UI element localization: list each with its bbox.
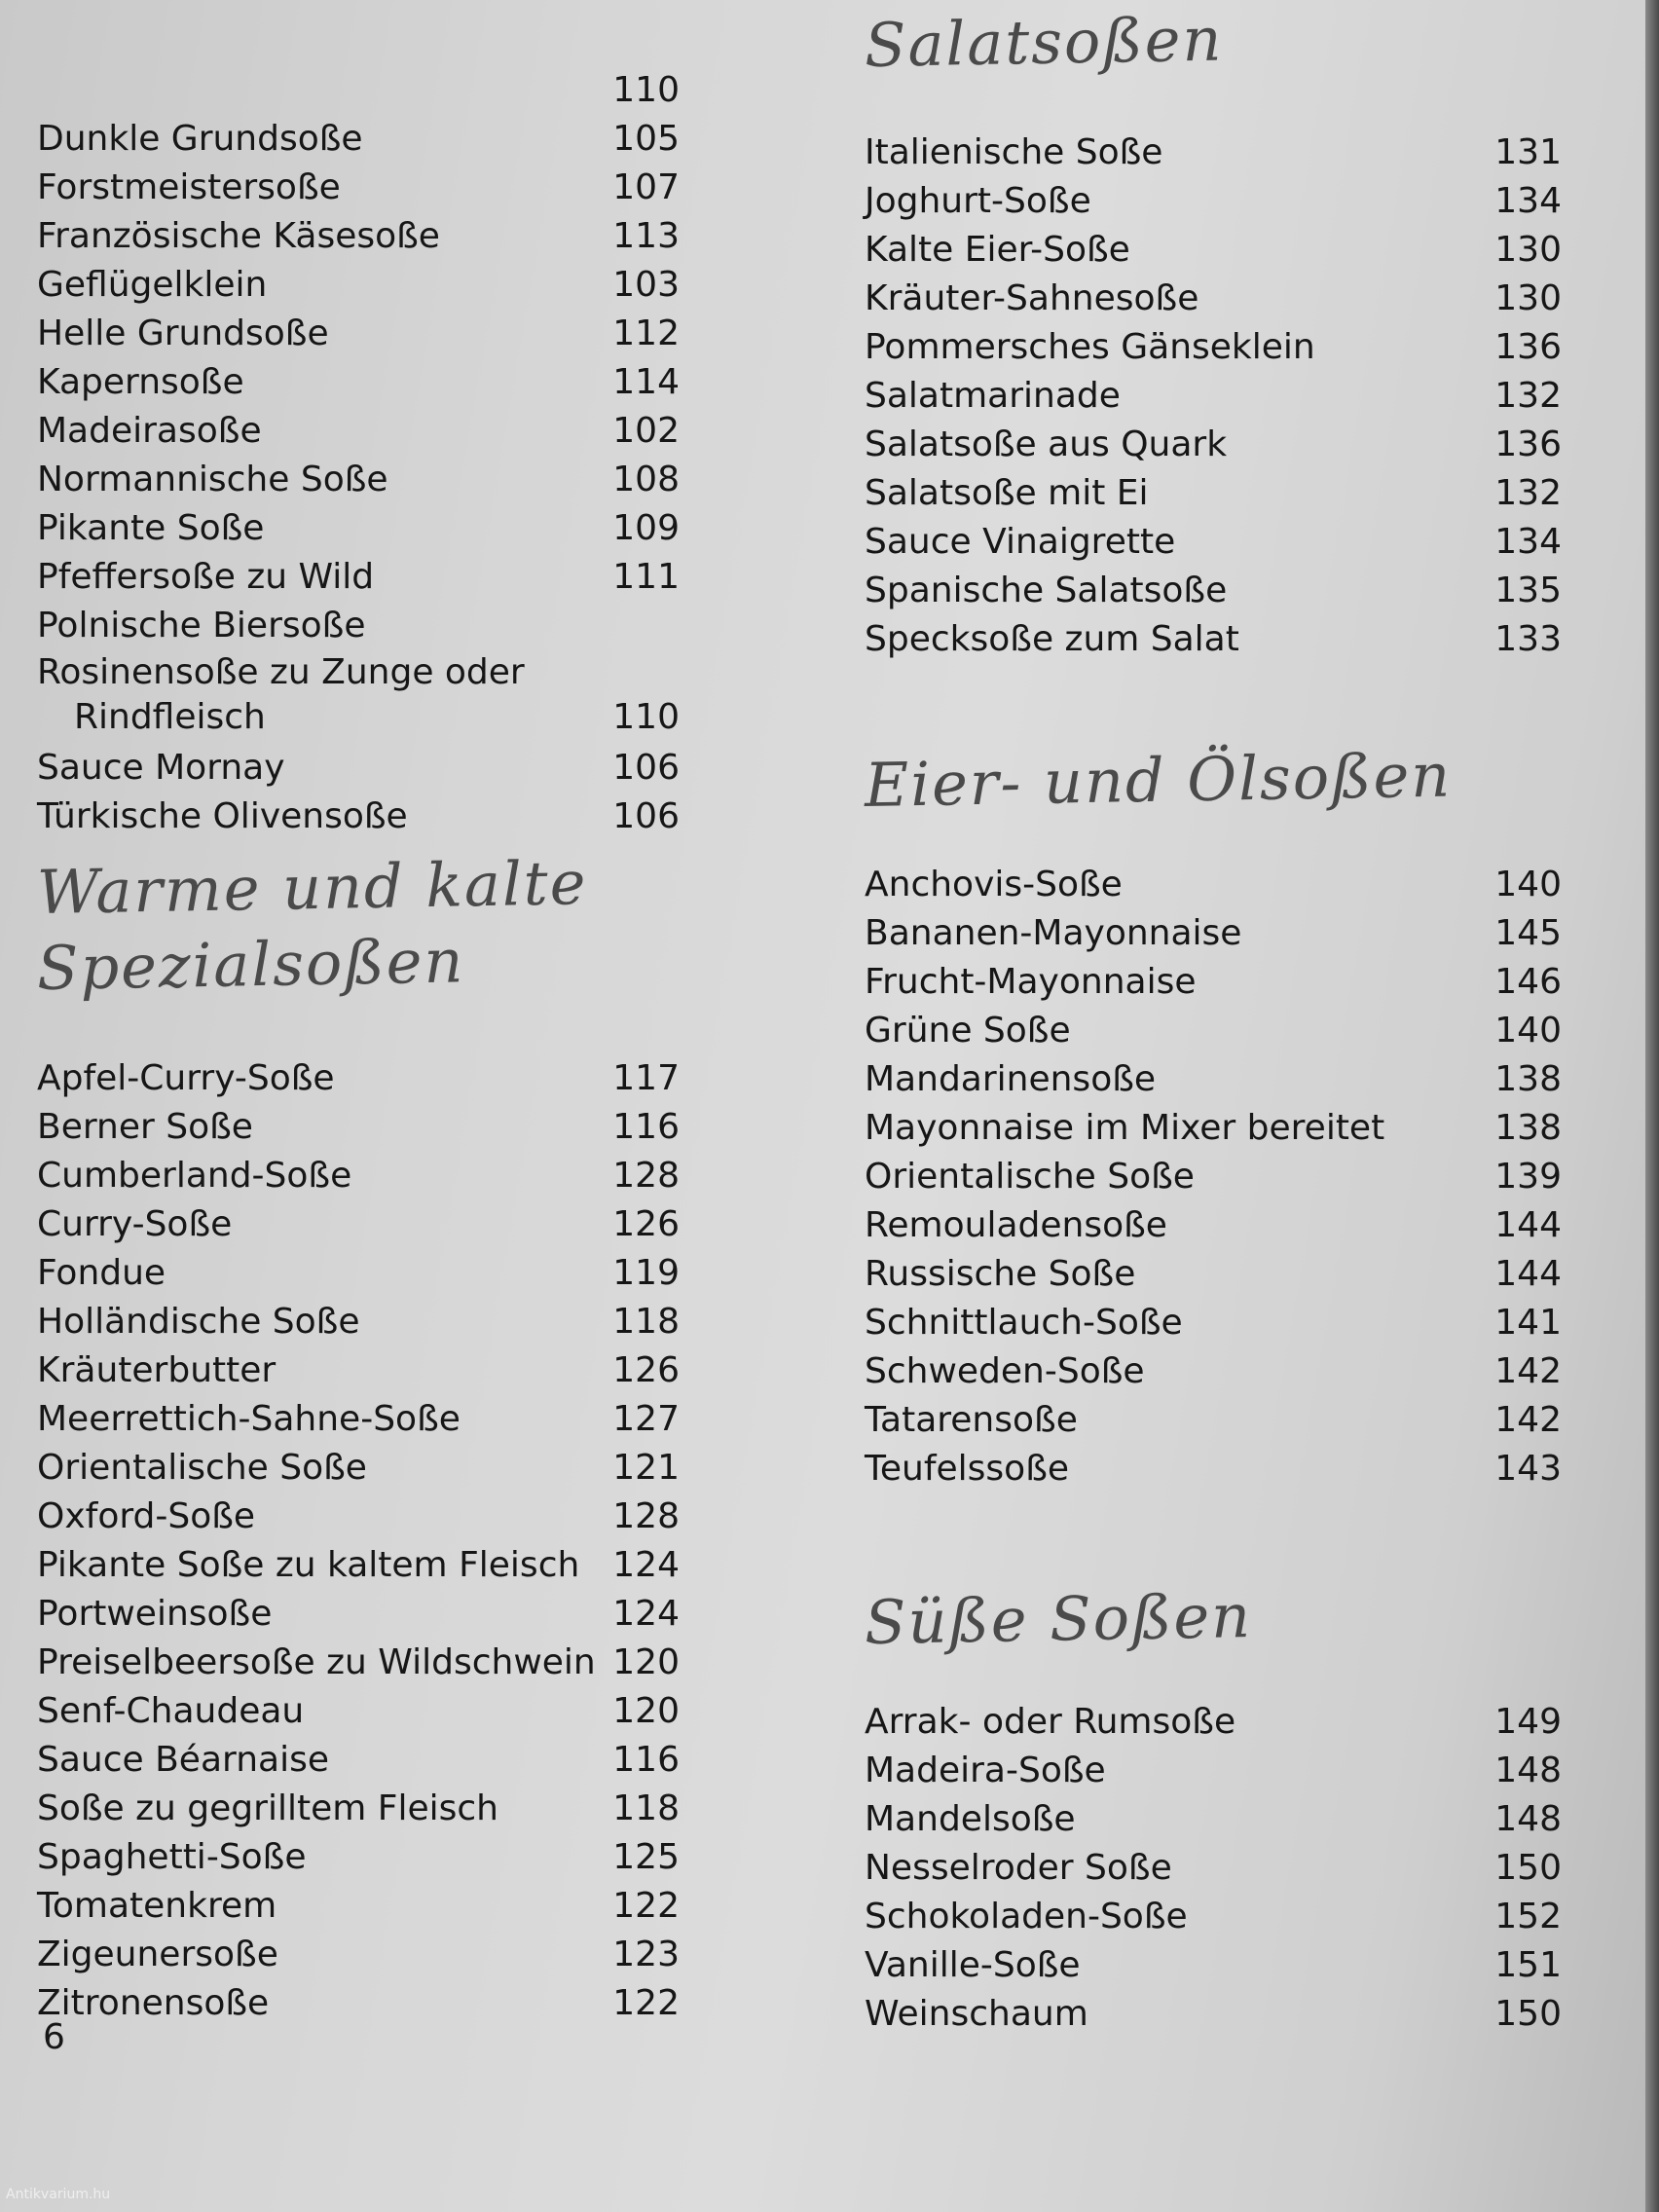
entry-title [865, 1893, 1188, 1941]
entry-title [37, 1395, 461, 1444]
page-ref: 140 [1494, 865, 1562, 905]
index-entry [37, 1152, 680, 1200]
entry-title-text: Schnittlauch-Soße [865, 1303, 1183, 1344]
page-ref: 130 [1494, 230, 1562, 271]
page-ref: 139 [1494, 1157, 1562, 1198]
entry-title [37, 1103, 253, 1152]
entry-title-text: Vanille-Soße [865, 1945, 1081, 1986]
entry-title [865, 1347, 1145, 1396]
entry-title-text: Tomatenkrem [37, 1885, 277, 1926]
entry-title [865, 861, 1123, 909]
index-entry [37, 553, 680, 602]
entry-title [37, 553, 374, 602]
index-entry [37, 1493, 680, 1541]
entry-title-text: Sauce Mornay [37, 748, 285, 788]
index-entry [865, 1698, 1562, 1747]
entry-title-text: Holländische Soße [37, 1301, 360, 1342]
entry-title [37, 602, 365, 650]
entry-title-text: Sauce Béarnaise [37, 1739, 329, 1780]
page-ref: 126 [612, 1203, 680, 1244]
entry-title-text: Dunkle Grundsoße [37, 119, 363, 159]
index-entry [37, 1833, 680, 1882]
index-entry [865, 1795, 1562, 1844]
entry-title [37, 358, 244, 407]
page-ref: 143 [1494, 1449, 1562, 1490]
page-ref: 124 [612, 1544, 680, 1585]
entry-title-text: Sauce Vinaigrette [865, 522, 1176, 563]
page-ref: 150 [1494, 1994, 1562, 2035]
page-ref: 130 [1494, 278, 1562, 319]
entry-title [37, 1736, 329, 1785]
entry-title-text: Remouladensoße [865, 1205, 1167, 1246]
entry-title [865, 421, 1227, 469]
index-entry [37, 456, 680, 504]
entry-title-text: Frucht-Mayonnaise [865, 962, 1197, 1003]
index-entry [37, 1541, 680, 1590]
page-ref: 122 [612, 1885, 680, 1926]
entry-title-text: Bananen-Mayonnaise [865, 913, 1242, 954]
entry-title [865, 1104, 1384, 1153]
page-ref: 111 [612, 557, 680, 597]
entry-title [37, 407, 262, 456]
index-entry [865, 1104, 1562, 1153]
page-ref: 136 [1494, 327, 1562, 368]
page-ref: 118 [612, 1301, 680, 1342]
page-ref: 113 [612, 216, 680, 256]
entry-title [37, 1493, 255, 1541]
page-ref: 121 [612, 1447, 680, 1488]
page-ref: 149 [1494, 1702, 1562, 1743]
entry-title [37, 1785, 498, 1833]
entry-title [37, 1152, 351, 1200]
entry-title [865, 129, 1162, 177]
page-ref: 142 [1494, 1400, 1562, 1441]
index-entry [37, 1882, 680, 1931]
entry-title [37, 1882, 276, 1931]
orphan-page-entry [37, 66, 680, 115]
page-ref: 151 [1494, 1945, 1562, 1986]
entry-title [865, 1445, 1069, 1493]
entry-title-text: Orientalische Soße [37, 1447, 367, 1488]
page-ref: 124 [612, 1593, 680, 1634]
entry-title-text: Tatarensoße [865, 1400, 1078, 1441]
page-edge [1645, 0, 1659, 2212]
index-entry [37, 1444, 680, 1493]
index-entry [37, 1298, 680, 1346]
index-entry [37, 1687, 680, 1736]
page-number: 6 [43, 2017, 65, 2057]
page-ref: 134 [1494, 522, 1562, 563]
page-ref: 126 [612, 1349, 680, 1390]
entry-title [37, 1444, 367, 1493]
index-entry [865, 1201, 1562, 1250]
index-entry [865, 129, 1562, 177]
entry-title [37, 115, 363, 164]
entry-title-text: Pfeffersoße zu Wild [37, 557, 375, 597]
index-entry [865, 1250, 1562, 1299]
page-ref: 110 [612, 70, 680, 110]
entry-title [865, 1396, 1078, 1445]
entry-title [37, 456, 388, 504]
section-heading-line2: Spezialsoßen [36, 925, 465, 1005]
page-ref: 132 [1494, 376, 1562, 417]
entry-title-text: Türkische Olivensoße [37, 796, 408, 836]
section-heading: Eier- und Ölsoßen [864, 739, 1453, 821]
page-ref: 134 [1494, 181, 1562, 222]
entry-title-text: Preiselbeersoße zu Wildschwein [37, 1641, 596, 1682]
entry-title-text: Anchovis-Soße [865, 865, 1123, 905]
page-ref: 103 [612, 265, 680, 305]
page-ref: 145 [1494, 913, 1562, 954]
entry-title-text: Spaghetti-Soße [37, 1836, 307, 1877]
index-entry [37, 261, 680, 310]
entry-title [37, 1979, 269, 2028]
entry-title-text: Curry-Soße [37, 1203, 233, 1244]
entry-title-text: Madeirasoße [37, 411, 262, 451]
index-entry [37, 1103, 680, 1152]
entry-title [37, 1687, 304, 1736]
index-entry [865, 861, 1562, 909]
page-ref: 141 [1494, 1303, 1562, 1344]
index-entry [37, 1639, 680, 1687]
entry-title [37, 504, 264, 553]
watermark: Antikvarium.hu [6, 2187, 111, 2202]
index-entry [865, 1893, 1562, 1941]
entry-title-text: Forstmeistersoße [37, 167, 341, 207]
index-entry [865, 518, 1562, 567]
entry-title [865, 1299, 1183, 1347]
entry-list [865, 129, 1562, 664]
entry-title-text: Pommersches Gänseklein [865, 327, 1315, 368]
page-ref: 146 [1494, 962, 1562, 1003]
page-ref: 119 [612, 1252, 680, 1293]
entry-title-text: Italienische Soße [865, 132, 1163, 173]
page-ref: 128 [612, 1155, 680, 1196]
page-ref: 106 [612, 796, 680, 836]
page-ref: 127 [612, 1398, 680, 1439]
entry-title [865, 615, 1239, 664]
section-salad-sauces [864, 3, 1562, 664]
entry-title-text: Oxford-Soße [37, 1495, 256, 1536]
index-entry [37, 793, 680, 841]
entry-title [865, 469, 1149, 518]
section-heading: Süße Soßen [864, 1580, 1253, 1658]
page-ref: 140 [1494, 1011, 1562, 1051]
page-ref: 109 [612, 508, 680, 548]
entry-title [865, 909, 1241, 958]
page-ref: 117 [612, 1057, 680, 1098]
entry-title-text: Pikante Soße zu kaltem Fleisch [37, 1544, 580, 1585]
entry-title-text: Schweden-Soße [865, 1351, 1145, 1392]
entry-title-text: Französische Käsesoße [37, 216, 440, 256]
entry-title [37, 1054, 335, 1103]
page-ref: 132 [1494, 473, 1562, 514]
entry-title-continuation: Rindfleisch [74, 697, 266, 737]
entry-title [37, 1639, 596, 1687]
entry-title [37, 1346, 276, 1395]
index-entry [865, 372, 1562, 421]
entry-title-text: Nesselroder Soße [865, 1848, 1172, 1889]
entry-title [37, 1249, 166, 1298]
page-ref: 125 [612, 1836, 680, 1877]
page-ref: 120 [612, 1641, 680, 1682]
entry-title-text: Salatmarinade [865, 376, 1121, 417]
entry-title-text: Weinschaum [865, 1994, 1088, 2035]
entry-title-text: Orientalische Soße [865, 1157, 1195, 1198]
index-entry [37, 1054, 680, 1103]
entry-title [37, 744, 285, 793]
section-warm-sauces [37, 66, 680, 841]
entry-title-text: Russische Soße [865, 1254, 1136, 1295]
index-entry [865, 909, 1562, 958]
index-entry [865, 1990, 1562, 2039]
entry-title [865, 372, 1121, 421]
index-entry [37, 504, 680, 553]
page-ref: 128 [612, 1495, 680, 1536]
entry-title [865, 1844, 1172, 1893]
index-entry [37, 744, 680, 793]
entry-title-text: Helle Grundsoße [37, 313, 329, 353]
page-ref: 105 [612, 119, 680, 159]
page-ref: 133 [1494, 619, 1562, 660]
page-ref: 114 [612, 362, 680, 402]
section-special-sauces [36, 847, 680, 2028]
index-entry [37, 602, 680, 650]
section-heading: Warme und kalte [36, 847, 588, 928]
entry-title-text: Schokoladen-Soße [865, 1897, 1188, 1937]
entry-title-text: Rosinensoße zu Zunge oder [37, 652, 525, 692]
index-entry [865, 275, 1562, 323]
page-ref: 120 [612, 1690, 680, 1731]
page-ref: 148 [1494, 1751, 1562, 1791]
index-entry [37, 164, 680, 212]
entry-title [37, 1931, 278, 1979]
section-heading: Salatsoßen [864, 3, 1224, 81]
page-ref: 142 [1494, 1351, 1562, 1392]
index-entry [37, 407, 680, 456]
entry-list [865, 861, 1562, 1493]
index-entry [865, 226, 1562, 275]
index-entry [37, 1590, 680, 1639]
entry-title [865, 1990, 1088, 2039]
entry-title [865, 1250, 1135, 1299]
entry-title-text: Meerrettich-Sahne-Soße [37, 1398, 461, 1439]
index-entry [865, 1007, 1562, 1055]
entry-title [37, 164, 341, 212]
index-entry [865, 421, 1562, 469]
page-ref: 106 [612, 748, 680, 788]
index-entry [865, 1396, 1562, 1445]
index-entry [865, 1941, 1562, 1990]
entry-title [865, 177, 1091, 226]
index-entry [865, 1747, 1562, 1795]
page-ref: 118 [612, 1788, 680, 1828]
page-ref: 135 [1494, 571, 1562, 611]
entry-title [865, 1153, 1195, 1201]
entry-title [865, 1747, 1106, 1795]
entry-title-text: Portweinsoße [37, 1593, 273, 1634]
index-entry [37, 1785, 680, 1833]
entry-title-text: Joghurt-Soße [865, 181, 1091, 222]
entry-title [37, 650, 582, 740]
entry-title [37, 1590, 272, 1639]
entry-title [865, 226, 1130, 275]
entry-title-text: Teufelssoße [865, 1449, 1070, 1490]
index-entry [865, 1844, 1562, 1893]
entry-list [37, 1054, 680, 2028]
index-entry [865, 1299, 1562, 1347]
entry-title [865, 1795, 1076, 1844]
index-entry [37, 115, 680, 164]
index-entry [37, 1736, 680, 1785]
section-egg-oil-sauces [864, 739, 1562, 1493]
entry-title [865, 275, 1198, 323]
index-entry [37, 1395, 680, 1444]
page-ref: 116 [612, 1739, 680, 1780]
entry-title [865, 1201, 1167, 1250]
page-ref: 116 [612, 1106, 680, 1147]
index-entry [865, 1445, 1562, 1493]
entry-title [37, 1541, 579, 1590]
entry-title-text: Arrak- oder Rumsoße [865, 1702, 1236, 1743]
entry-title-text: Kalte Eier-Soße [865, 230, 1130, 271]
entry-title [865, 1055, 1156, 1104]
entry-title-text: Grüne Soße [865, 1011, 1071, 1051]
entry-title-text: Normannische Soße [37, 460, 388, 499]
index-entry [865, 1153, 1562, 1201]
entry-title [865, 1941, 1081, 1990]
entry-title-text: Polnische Biersoße [37, 606, 366, 645]
index-entry [865, 615, 1562, 664]
index-entry [37, 212, 680, 261]
entry-title-text: Salatsoße mit Ei [865, 473, 1149, 514]
entry-title-text: Zigeunersoße [37, 1934, 278, 1974]
page-ref: 144 [1494, 1205, 1562, 1246]
entry-title-text: Mandelsoße [865, 1799, 1076, 1840]
entry-title [865, 958, 1196, 1007]
entry-title-text: Geflügelklein [37, 265, 268, 305]
page-ref: 123 [612, 1934, 680, 1974]
page-ref: 138 [1494, 1108, 1562, 1149]
entry-list [865, 1698, 1562, 2039]
entry-title-text: Salatsoße aus Quark [865, 424, 1228, 465]
index-entry [37, 358, 680, 407]
page-ref: 112 [612, 313, 680, 353]
entry-title-text: Mandarinensoße [865, 1059, 1157, 1100]
index-entry [37, 1200, 680, 1249]
index-entry [865, 177, 1562, 226]
page-ref: 148 [1494, 1799, 1562, 1840]
entry-title [865, 323, 1315, 372]
entry-title-text: Zitronensoße [37, 1982, 270, 2023]
section-sweet-sauces [864, 1580, 1562, 2039]
page-ref: 138 [1494, 1059, 1562, 1100]
index-entry [37, 310, 680, 358]
entry-title-text: Spanische Salatsoße [865, 571, 1228, 611]
entry-title [865, 567, 1227, 615]
page-ref: 102 [612, 411, 680, 451]
entry-title [865, 1007, 1071, 1055]
entry-title-text: Madeira-Soße [865, 1751, 1106, 1791]
entry-title-text: Specksoße zum Salat [865, 619, 1239, 660]
index-entry [37, 1346, 680, 1395]
index-entry [865, 469, 1562, 518]
page-ref: 152 [1494, 1897, 1562, 1937]
index-entry [37, 1979, 680, 2028]
entry-title [37, 212, 440, 261]
page-ref: 122 [612, 1982, 680, 2023]
entry-title-text: Kräuterbutter [37, 1349, 276, 1390]
page-ref: 150 [1494, 1848, 1562, 1889]
index-entry [37, 1249, 680, 1298]
entry-list [37, 115, 680, 841]
entry-title [37, 261, 267, 310]
entry-title [37, 1833, 307, 1882]
entry-title [865, 518, 1175, 567]
entry-title [37, 793, 408, 841]
entry-title-text: Kräuter-Sahnesoße [865, 278, 1199, 319]
index-entry [865, 567, 1562, 615]
page-ref: 144 [1494, 1254, 1562, 1295]
entry-title-text: Soße zu gegrilltem Fleisch [37, 1788, 498, 1828]
page-ref: 131 [1494, 132, 1562, 173]
page-ref: 110 [612, 697, 680, 737]
entry-title-text: Fondue [37, 1252, 166, 1293]
index-entry [865, 958, 1562, 1007]
index-entry [865, 323, 1562, 372]
entry-title-text: Kapernsoße [37, 362, 244, 402]
entry-title [37, 1200, 232, 1249]
entry-title-text: Pikante Soße [37, 508, 265, 548]
entry-title-text: Senf-Chaudeau [37, 1690, 305, 1731]
entry-title-text: Cumberland-Soße [37, 1155, 352, 1196]
index-entry [37, 1931, 680, 1979]
entry-title [37, 310, 329, 358]
entry-title-text: Mayonnaise im Mixer bereitet [865, 1108, 1385, 1149]
index-entry [865, 1347, 1562, 1396]
page-ref: 108 [612, 460, 680, 499]
entry-title [865, 1698, 1235, 1747]
entry-title-text: Berner Soße [37, 1106, 253, 1147]
entry-title [37, 1298, 360, 1346]
index-entry [865, 1055, 1562, 1104]
entry-title-text: Apfel-Curry-Soße [37, 1057, 335, 1098]
page-ref: 107 [612, 167, 680, 207]
index-entry [37, 650, 680, 744]
page-ref: 136 [1494, 424, 1562, 465]
